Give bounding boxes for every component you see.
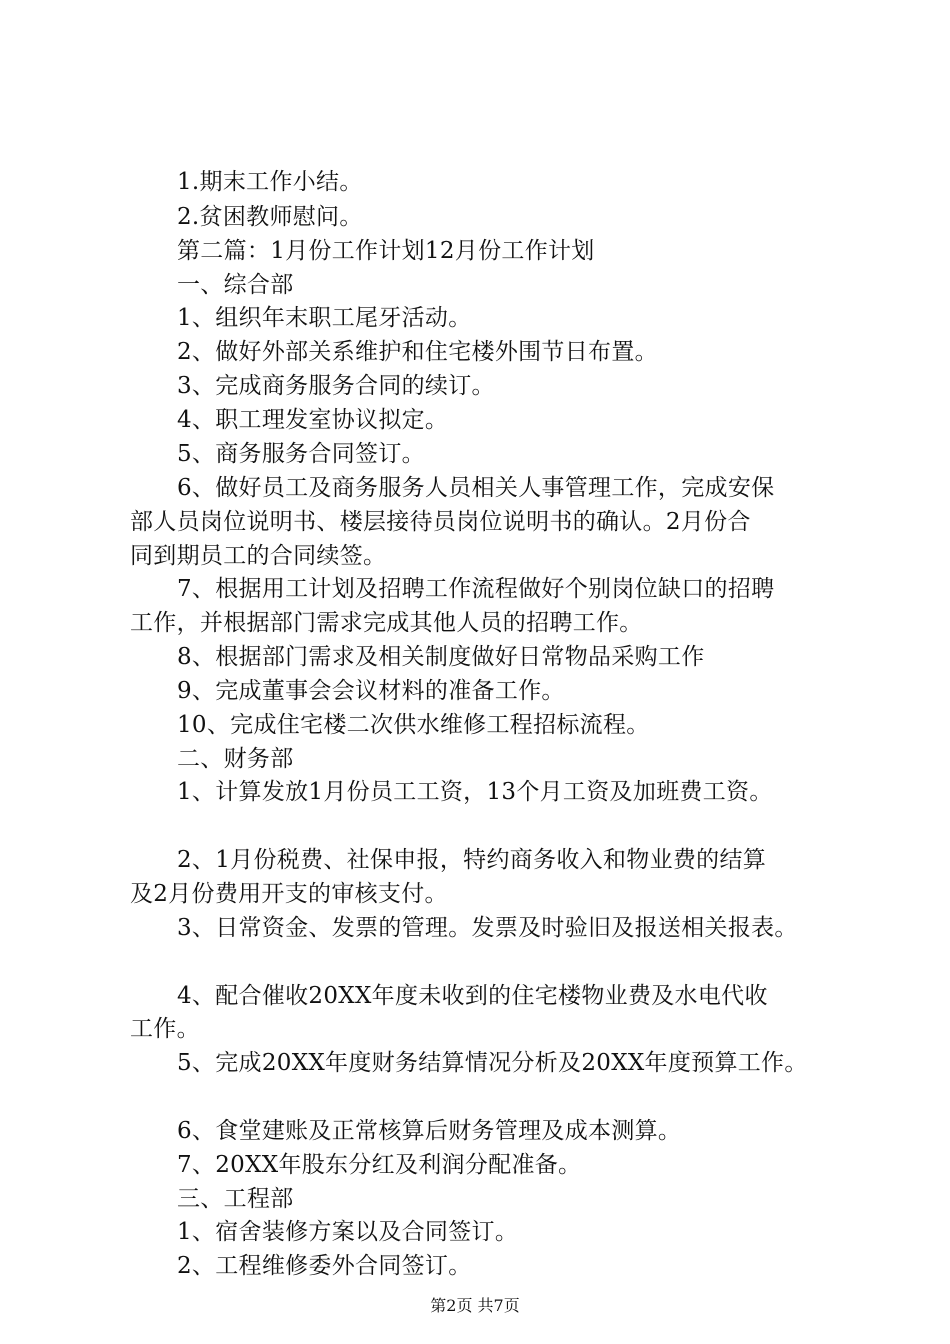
text-line: 工作。: [130, 1016, 200, 1042]
text-line: 部人员岗位说明书、楼层接待员岗位说明书的确认。2月份合: [130, 509, 751, 535]
text-line: 1、计算发放1月份员工工资，13个月工资及加班费工资。: [177, 779, 773, 805]
section-heading: 二、财务部: [177, 746, 294, 772]
text-line: 1.期末工作小结。: [177, 169, 363, 195]
text-line: 2、工程维修委外合同签订。: [177, 1253, 472, 1279]
text-line: 7、20XX年股东分红及利润分配准备。: [177, 1152, 582, 1178]
section-heading: 一、综合部: [177, 272, 294, 298]
text-line: 4、职工理发室协议拟定。: [177, 407, 449, 433]
text-line: 8、根据部门需求及相关制度做好日常物品采购工作: [177, 644, 705, 670]
text-line: 工作，并根据部门需求完成其他人员的招聘工作。: [130, 610, 643, 636]
text-line: 同到期员工的合同续签。: [130, 543, 387, 569]
section-heading: 第二篇：1月份工作计划12月份工作计划: [177, 238, 595, 264]
text-line: 9、完成董事会会议材料的准备工作。: [177, 678, 565, 704]
page-number-footer: 第2页 共7页: [430, 1296, 520, 1315]
text-line: 7、根据用工计划及招聘工作流程做好个别岗位缺口的招聘: [177, 576, 775, 602]
text-line: 5、商务服务合同签订。: [177, 441, 425, 467]
text-line: 6、做好员工及商务服务人员相关人事管理工作，完成安保: [177, 475, 775, 501]
text-line: 3、日常资金、发票的管理。发票及时验旧及报送相关报表。: [177, 915, 798, 941]
text-line: 2、做好外部关系维护和住宅楼外围节日布置。: [177, 339, 658, 365]
text-line: 5、完成20XX年度财务结算情况分析及20XX年度预算工作。: [177, 1050, 808, 1076]
text-line: 1、组织年末职工尾牙活动。: [177, 305, 472, 331]
text-line: 2、1月份税费、社保申报，特约商务收入和物业费的结算: [177, 847, 767, 873]
text-line: 及2月份费用开支的审核支付。: [130, 881, 448, 907]
text-line: 2.贫困教师慰问。: [177, 204, 363, 230]
text-line: 1、宿舍装修方案以及合同签订。: [177, 1219, 519, 1245]
text-line: 6、食堂建账及正常核算后财务管理及成本测算。: [177, 1118, 682, 1144]
text-line: 10、完成住宅楼二次供水维修工程招标流程。: [177, 712, 650, 738]
section-heading: 三、工程部: [177, 1186, 294, 1212]
text-line: 4、配合催收20XX年度未收到的住宅楼物业费及水电代收: [177, 983, 768, 1009]
text-line: 3、完成商务服务合同的续订。: [177, 373, 495, 399]
